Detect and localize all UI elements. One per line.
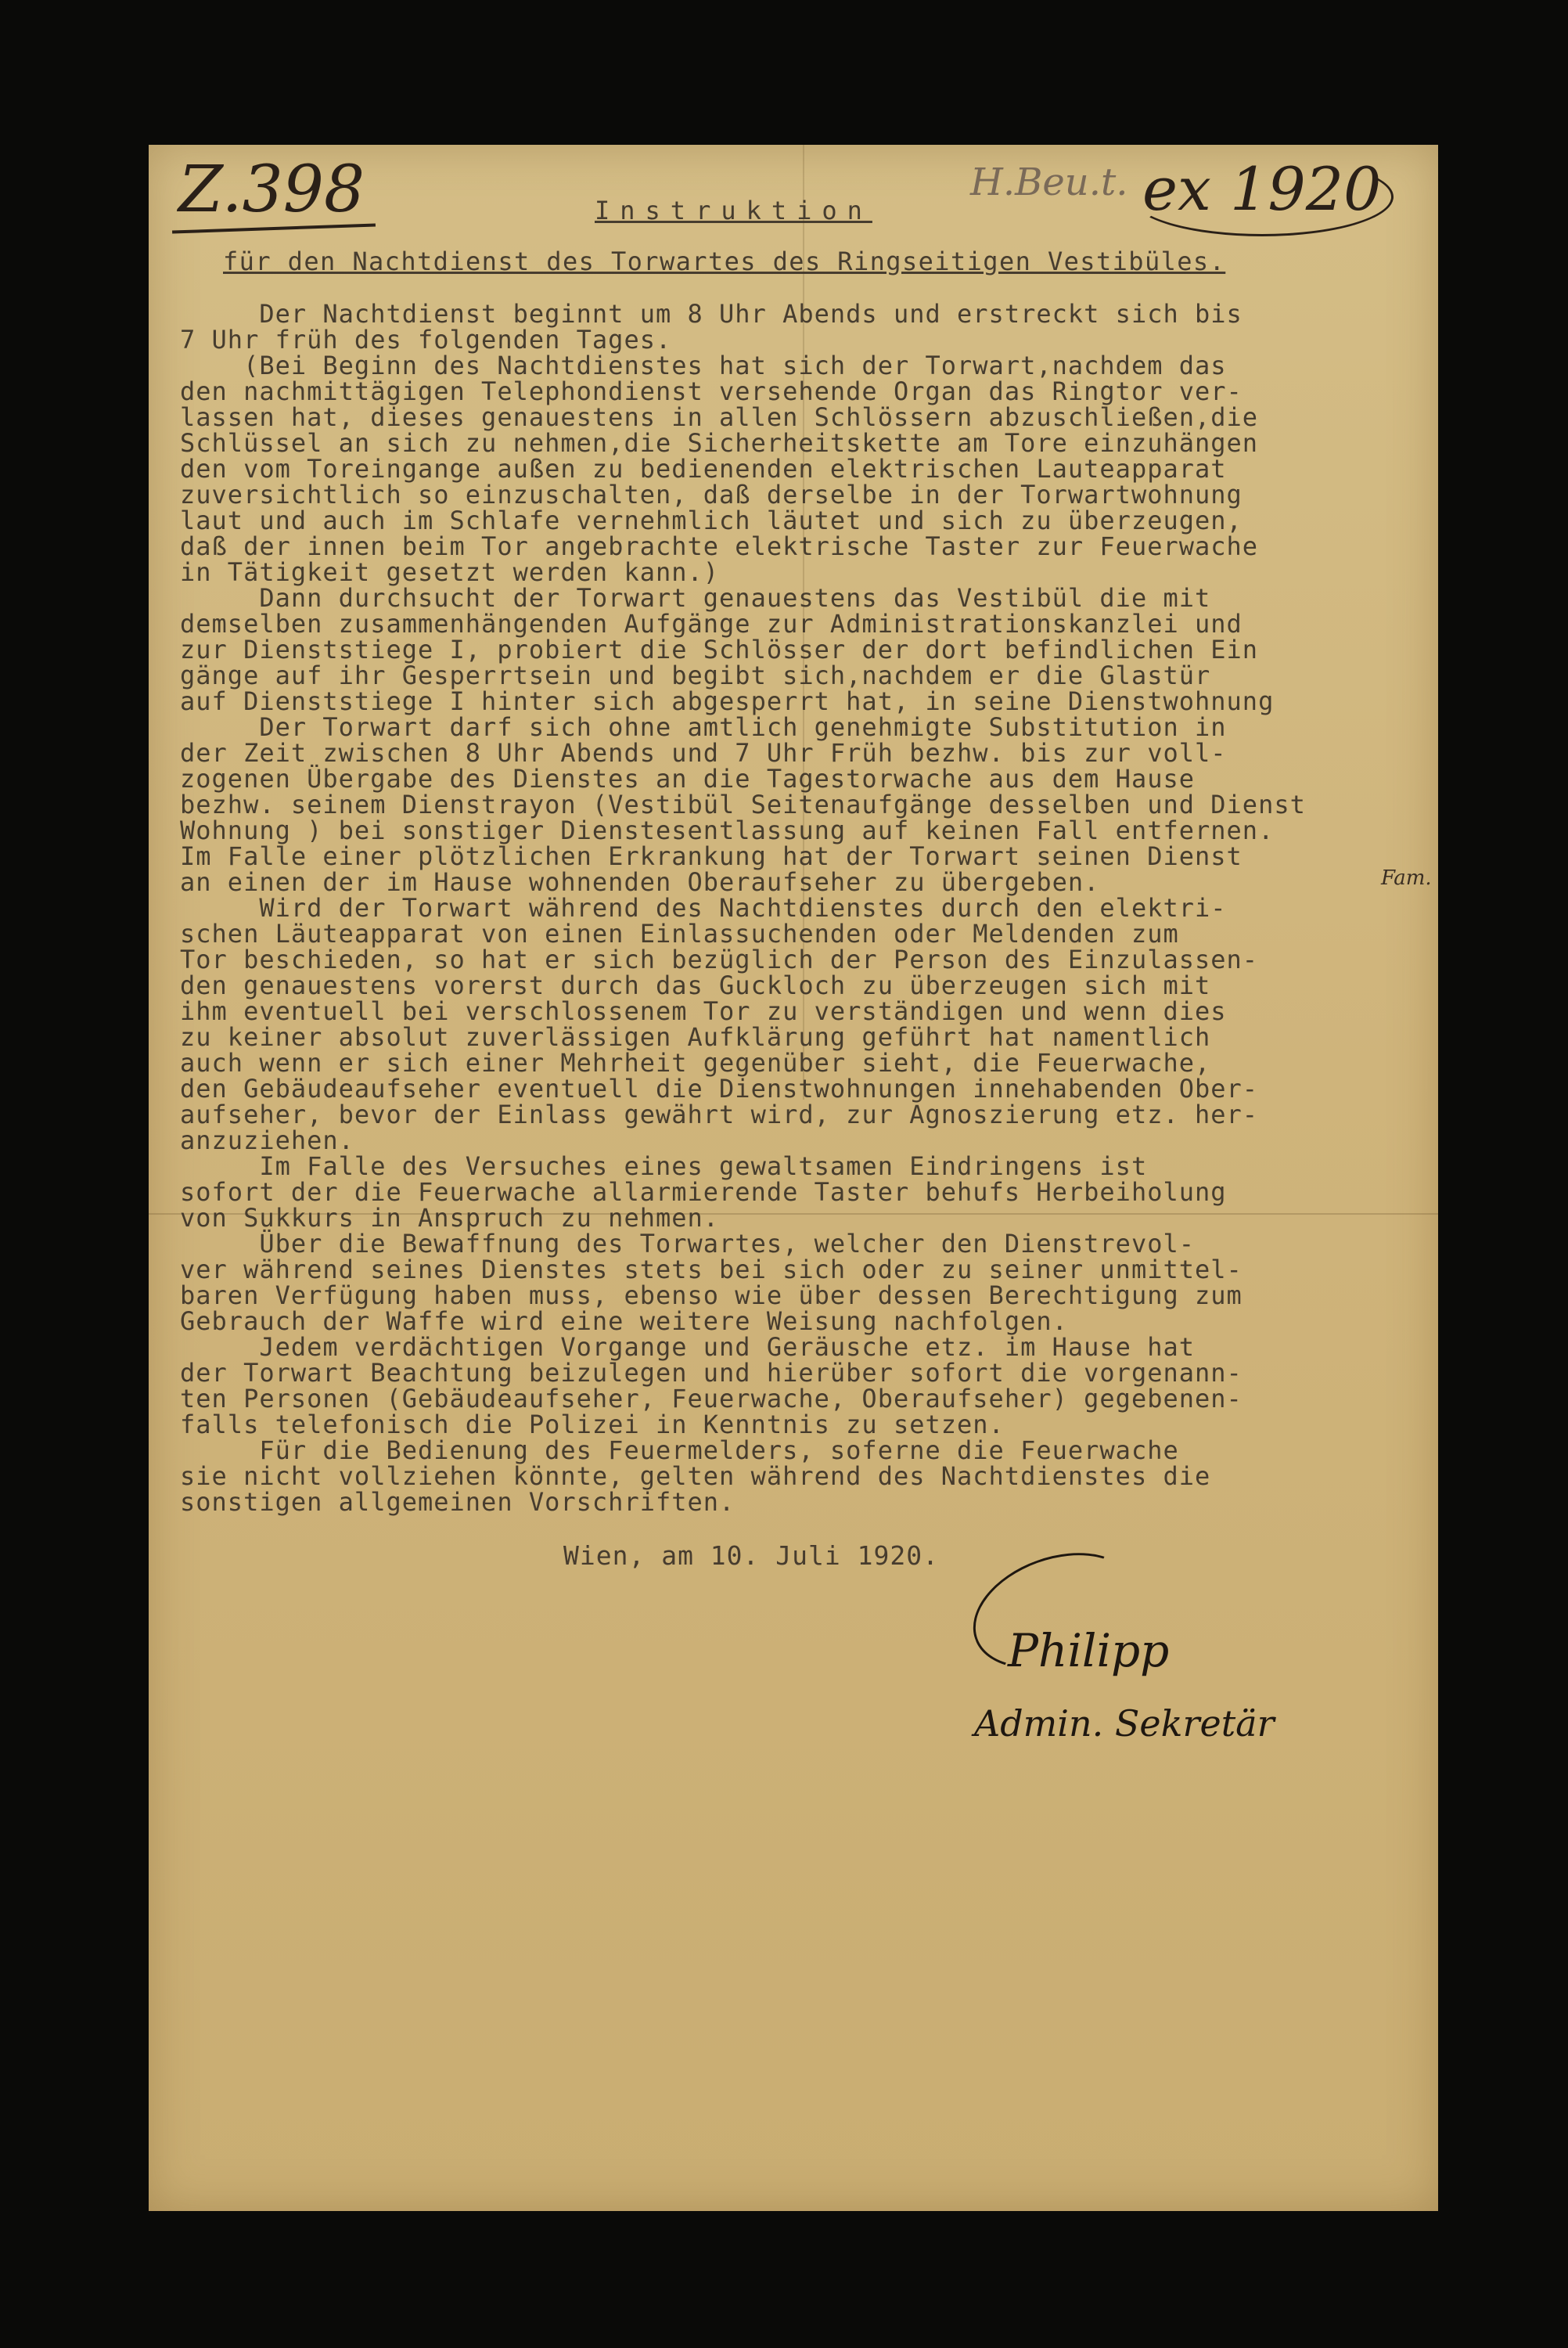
- place-date: Wien, am 10. Juli 1920.: [563, 1540, 939, 1571]
- document-title: Instruktion: [595, 196, 872, 225]
- pencil-note: H.Beu.t.: [970, 160, 1128, 204]
- signature-name: Philipp: [1008, 1624, 1170, 1677]
- document-page: [149, 145, 1438, 2211]
- year-note: ex 1920: [1142, 154, 1382, 224]
- body-text: Der Nachtdienst beginnt um 8 Uhr Abends und erstreckt sich bis 7 Uhr früh des folgenden Tages. (Bei Beginn des Nachtdienstes hat sich der Torwart,nachdem das den nachmittägigen Telephondienst versehende Organ das Ringtor ver- lassen hat, dieses genauestens in allen Schlössern abzuschließen,die Schlüssel an sich zu nehmen,die Sicherheitskette am Tore einzuhängen den vom Toreingange außen zu bedienenden elektrischen Lauteapparat zuversichtlich so einzuschalten, daß derselbe in der Torwartwohnung laut und auch im Schlafe vernehmlich läutet und sich zu überzeugen, daß der innen beim Tor angebrachte elektrische Taster zur Feuerwache in Tätigkeit gesetzt werden kann.) Dann durchsucht der Torwart genauestens das Vestibül die mit demselben zusammenhängenden Aufgänge zur Administrationskanzlei und zur Dienststiege I, probiert die Schlösser der dort befindlichen Ein gänge auf ihr Gesperrtsein und begibt sich,nachdem er die Glastür auf Dienststiege I hinter sich abgesperrt hat, in seine Dienstwohnung Der Torwart darf sich ohne amtlich genehmigte Substitution in der Zeit zwischen 8 Uhr Abends und 7 Uhr Früh bezhw. bis zur voll- zogenen Übergabe des Dienstes an die Tagestorwache aus dem Hause bezhw. seinem Dienstrayon (Vestibül Seitenaufgänge desselben und Dienst Wohnung ) bei sonstiger Dienstesentlassung auf keinen Fall entfernen. Im Falle einer plötzlichen Erkrankung hat der Torwart seinen Dienst an einen der im Hause wohnenden Oberaufseher zu übergeben. Wird der Torwart während des Nachtdienstes durch den elektri- schen Läuteapparat von einen Einlassuchenden oder Meldenden zum Tor beschieden, so hat er sich bezüglich der Person des Einzulassen- den genauestens vorerst durch das Guckloch zu überzeugen sich mit ihm eventuell bei verschlossenem Tor zu verständigen und wenn dies zu keiner absolut zuverlässigen Aufklärung geführt hat namentlich auch wenn er sich einer Mehrheit gegenüber sieht, die Feuerwache, den Gebäudeaufseher eventuell die Dienstwohnungen innehabenden Ober- aufseher, bevor der Einlass gewährt wird, zur Agnoszierung etz. her- anzuziehen. Im Falle des Versuches eines gewaltsamen Eindringens ist sofort der die Feuerwache allarmierende Taster behufs Herbeiholung von Sukkurs in Anspruch zu nehmen. Über die Bewaffnung des Torwartes, welcher den Dienstrevol- ver während seines Dienstes stets bei sich oder zu seiner unmittel- baren Verfügung haben muss, ebenso wie über dessen Berechtigung zum Gebrauch der Waffe wird eine weitere Weisung nachfolgen. Jedem verdächtigen Vorgange und Geräusche etz. im Hause hat der Torwart Beachtung beizulegen und hierüber sofort die vorgenann- ten Personen (Gebäudeaufseher, Feuerwache, Oberaufseher) gegebenen- falls telefonisch die Polizei in Kenntnis zu setzen. Für die Bedienung des Feuermelders, soferne die Feuerwache sie nicht vollziehen könnte, gelten während des Nachtdienstes die sonstigen allgemeinen Vorschriften.: [180, 299, 1306, 1517]
- document-subtitle: für den Nachtdienst des Torwartes des Ringseitigen Vestibüles.: [223, 247, 1226, 276]
- reference-number: Z.398: [178, 153, 365, 227]
- margin-note: Fam.: [1381, 866, 1432, 890]
- signature-title: Admin. Sekretär: [974, 1702, 1275, 1745]
